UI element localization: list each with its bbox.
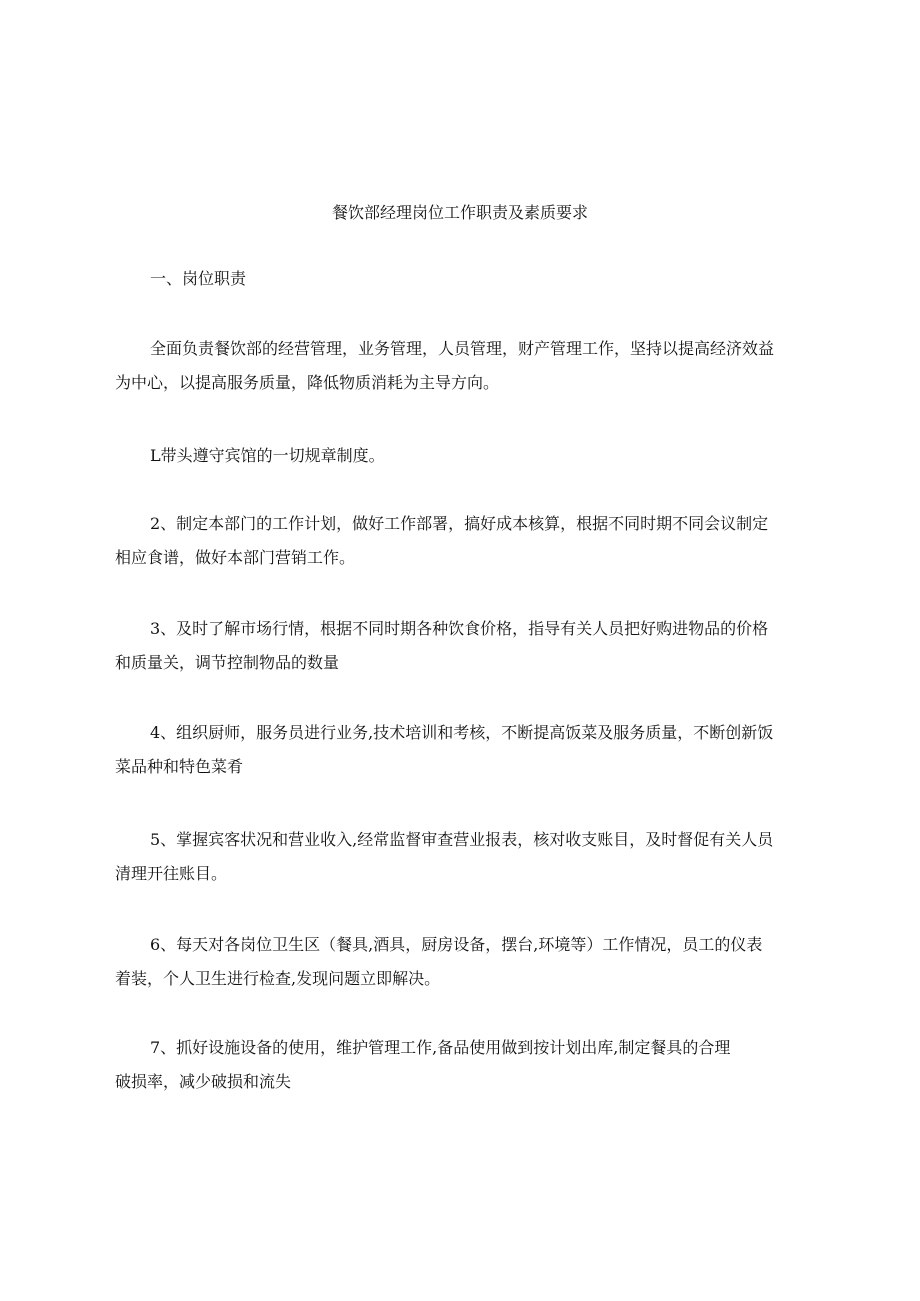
paragraph-line: 菜品种和特色菜肴 — [115, 757, 244, 776]
paragraph-item-1 — [115, 439, 815, 473]
paragraph-item-2 — [115, 507, 815, 575]
paragraph-overview — [115, 332, 815, 400]
paragraph-line: 6、每天对各岗位卫生区（餐具,酒具，厨房设备，摆台,环境等）工作情况，员工的仪表 — [150, 935, 763, 954]
paragraph-line: 相应食谱，做好本部门营销工作。 — [115, 548, 356, 567]
paragraph-line: 全面负责餐饮部的经营管理，业务管理，人员管理，财产管理工作，坚持以提高经济效益 — [150, 339, 775, 358]
paragraph-line: 为中心，以提高服务质量，降低物质消耗为主导方向。 — [115, 373, 500, 392]
paragraph-line: 和质量关，调节控制物品的数量 — [115, 653, 340, 672]
paragraph-line: 7、抓好设施设备的使用，维护管理工作,备品使用做到按计划出库,制定餐具的合理 — [150, 1038, 731, 1057]
paragraph-item-4 — [115, 716, 815, 784]
paragraph-line: 3、及时了解市场行情，根据不同时期各种饮食价格，指导有关人员把好购进物品的价格 — [150, 619, 769, 638]
paragraph-item-5 — [115, 823, 815, 891]
paragraph-item-6 — [115, 928, 815, 996]
paragraph-line: 清理开往账目。 — [115, 864, 228, 883]
document-title: 餐饮部经理岗位工作职责及素质要求 — [331, 203, 588, 222]
paragraph-item-3 — [115, 612, 815, 680]
paragraph-line: 2、制定本部门的工作计划，做好工作部署，搞好成本核算，根据不同时期不同会议制定 — [150, 514, 769, 533]
paragraph-line: 5、掌握宾客状况和营业收入,经常监督审查营业报表，核对收支账目，及时督促有关人员 — [150, 830, 774, 849]
section-heading: 一、岗位职责 — [150, 269, 247, 288]
paragraph-item-7 — [115, 1031, 795, 1099]
paragraph-line: 破损率，减少破损和流失 — [115, 1072, 292, 1091]
paragraph-line: 着装，个人卫生进行检查,发现问题立即解决。 — [115, 969, 441, 988]
paragraph-line: 4、组织厨师，服务员进行业务,技术培训和考核，不断提高饭菜及服务质量，不断创新饭 — [150, 723, 774, 742]
paragraph-line: L带头遵守宾馆的一切规章制度。 — [150, 446, 385, 465]
